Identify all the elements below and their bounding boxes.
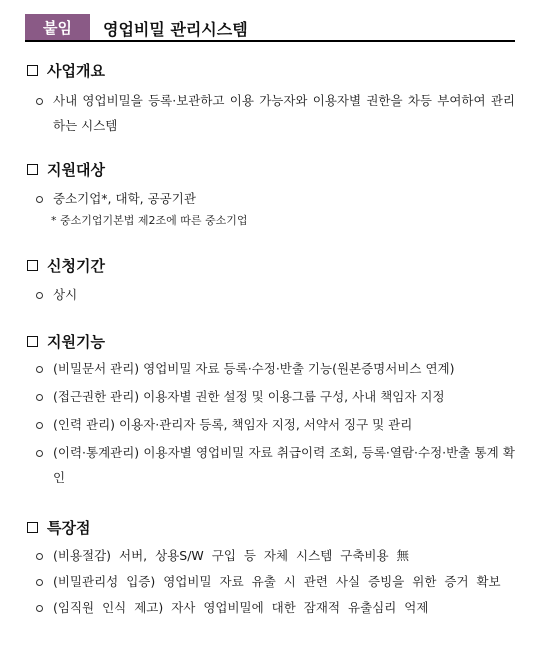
checkbox-square-icon: [27, 522, 38, 533]
circle-bullet-icon: [36, 292, 43, 299]
section-eligibility: [25, 158, 515, 231]
attachment-banner: [25, 14, 515, 42]
list-item: [25, 384, 515, 409]
section-heading: [25, 254, 515, 276]
section-support-features: [25, 330, 515, 490]
circle-bullet-icon: [36, 394, 43, 401]
section-key-advantages: [25, 516, 515, 620]
checkbox-square-icon: [27, 336, 38, 347]
list-item-text: (접근권한 관리) 이용자별 권한 설정 및 이용그룹 구성, 사내 책임자 지정: [53, 389, 445, 404]
list-item-text: (비용절감) 서버, 상용S/W 구입 등 자체 시스템 구축비용 無: [53, 548, 410, 563]
list-item-text: 중소기업*, 대학, 공공기관: [53, 191, 196, 206]
section-title: 특장점: [47, 518, 91, 537]
circle-bullet-icon: [36, 553, 43, 560]
section-title: 사업개요: [47, 61, 105, 80]
list-item: [25, 543, 515, 568]
list-item: [25, 440, 515, 490]
list-item: [25, 356, 515, 381]
list-item: [25, 186, 515, 211]
attachment-tag: 붙임: [25, 14, 90, 40]
section-heading: [25, 516, 515, 538]
list-item-text: 사내 영업비밀을 등록·보관하고 이용 가능자와 이용자별 권한을 차등 부여하여 관리하는 시스템: [53, 93, 515, 133]
circle-bullet-icon: [36, 196, 43, 203]
section-heading: [25, 59, 515, 81]
list-item-text: (비밀문서 관리) 영업비밀 자료 등록·수정·반출 기능(원본증명서비스 연계): [53, 361, 455, 376]
list-item-text: 상시: [53, 287, 78, 302]
list-item-text: (임직원 인식 제고) 자사 영업비밀에 대한 잠재적 유출심리 억제: [53, 600, 429, 615]
section-business-overview: [25, 59, 515, 138]
list-item-text: (인력 관리) 이용자·관리자 등록, 책임자 지정, 서약서 징구 및 관리: [53, 417, 413, 432]
circle-bullet-icon: [36, 98, 43, 105]
section-title: 신청기간: [47, 256, 105, 275]
list-item: [25, 282, 515, 307]
circle-bullet-icon: [36, 422, 43, 429]
section-heading: [25, 158, 515, 180]
page-title: 영업비밀 관리시스템: [103, 20, 248, 39]
section-title: 지원기능: [47, 332, 105, 351]
circle-bullet-icon: [36, 605, 43, 612]
circle-bullet-icon: [36, 366, 43, 373]
section-title: 지원대상: [47, 160, 105, 179]
list-item: [25, 88, 515, 138]
list-item: [25, 595, 515, 620]
checkbox-square-icon: [27, 65, 38, 76]
list-item-text: (이력·통계관리) 이용자별 영업비밀 자료 취급이력 조회, 등록·열람·수정·반출 통계 확인: [53, 445, 515, 485]
list-item: [25, 569, 515, 594]
list-item-text: (비밀관리성 입증) 영업비밀 자료 유출 시 관련 사실 증빙을 위한 증거 확보: [53, 574, 501, 589]
section-heading: [25, 330, 515, 352]
circle-bullet-icon: [36, 579, 43, 586]
circle-bullet-icon: [36, 450, 43, 457]
checkbox-square-icon: [27, 164, 38, 175]
checkbox-square-icon: [27, 260, 38, 271]
footnote: * 중소기업기본법 제2조에 따른 중소기업: [51, 214, 248, 227]
list-item: [25, 412, 515, 437]
section-application-period: [25, 254, 515, 307]
